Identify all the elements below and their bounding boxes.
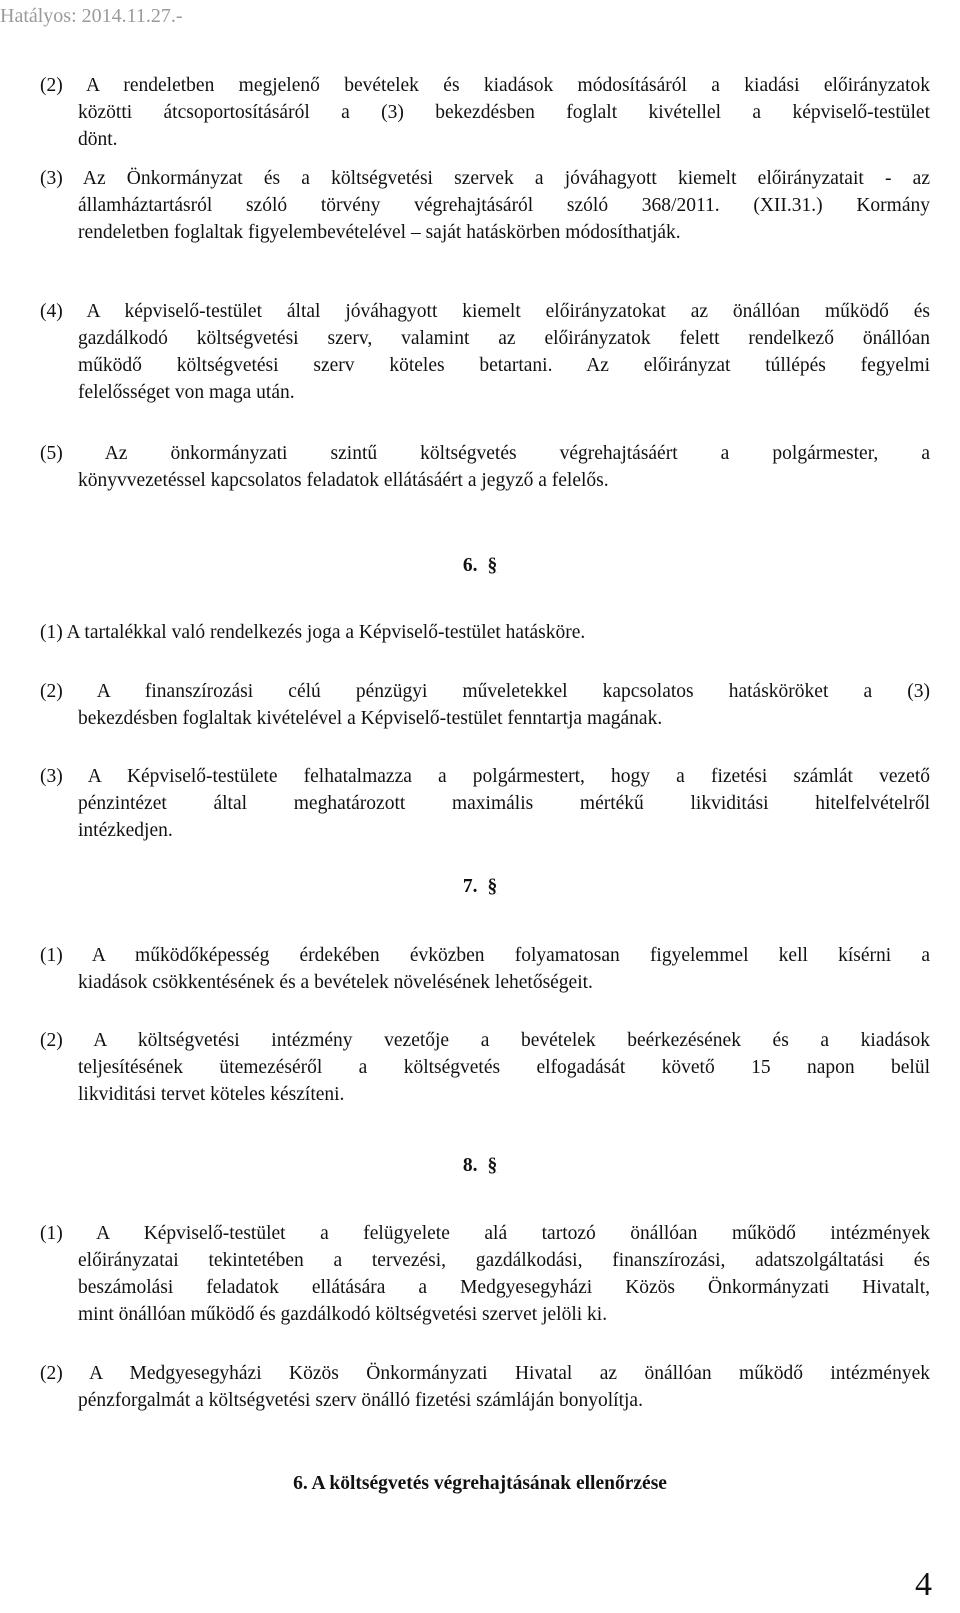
text-line: (1) A Képviselő-testület a felügyelete alá tartozó önállóan működő intézmények [40,1223,930,1244]
paragraph-6-1 [40,619,930,646]
paragraph-5-3 [40,165,930,246]
text-line: beszámolási feladatok ellátására a Medgyesegyházi Közös Önkormányzati Hivatalt, [78,1277,930,1298]
text-line: könyvvezetéssel kapcsolatos feladatok ellátásáért a jegyző a felelős. [78,470,609,491]
section-sign: § [487,1155,498,1176]
section-number: 8. [462,1155,478,1176]
text-line: pénzforgalmát a költségvetési szerv önálló fizetési számláján bonyolítja. [78,1390,643,1411]
section-sign: § [487,555,498,576]
text-line: teljesítésének ütemezéséről a költségvetés elfogadását követő 15 napon belül [78,1057,930,1078]
text-line: előirányzatai tekintetében a tervezési, gazdálkodási, finanszírozási, adatszolgáltatási és [78,1250,930,1271]
text-line: (2) A Medgyesegyházi Közös Önkormányzati Hivatal az önállóan működő intézmények [40,1363,930,1384]
text-line: (1) A tartalékkal való rendelkezés joga a Képviselő-testület hatásköre. [40,622,586,643]
paragraph-8-1 [40,1220,930,1328]
paragraph-6-3 [40,763,930,844]
text-line: mint önállóan működő és gazdálkodó költségvetési szervet jelöli ki. [78,1304,608,1325]
text-line: bekezdésben foglaltak kivételével a Képviselő-testület fenntartja magának. [78,708,663,729]
text-line: rendeletben foglaltak figyelembevételével – saját hatáskörben módosíthatják. [78,222,681,243]
section-number: 6. [462,555,478,576]
text-line: (3) Az Önkormányzat és a költségvetési szervek a jóváhagyott kiemelt előirányzatait - az [40,168,930,189]
section-8-heading [0,1152,960,1179]
text-line: kiadások csökkentésének és a bevételek növelésének lehetőségeit. [78,972,593,993]
paragraph-5-4 [40,298,930,406]
text-line: intézkedjen. [78,820,173,841]
paragraph-5-5 [40,440,930,494]
text-line: (2) A költségvetési intézmény vezetője a bevételek beérkezésének és a kiadások [40,1030,930,1051]
page-number: 4 [915,1566,932,1603]
effective-date-header: Hatályos: 2014.11.27.- [0,5,183,27]
chapter-title: 6. A költségvetés végrehajtásának ellenőrzése [293,1473,667,1494]
text-line: felelősséget von maga után. [78,382,295,403]
text-line: (1) A működőképesség érdekében évközben folyamatosan figyelemmel kell kísérni a [40,945,930,966]
text-line: (3) A Képviselő-testülete felhatalmazza a polgármestert, hogy a fizetési számlát vezető [40,766,930,787]
text-line: működő költségvetési szerv köteles betartani. Az előirányzat túllépés fegyelmi [78,355,930,376]
section-sign: § [487,876,498,897]
paragraph-7-2 [40,1027,930,1108]
text-line: gazdálkodó költségvetési szerv, valamint az előirányzatok felett rendelkező önállóan [78,328,930,349]
text-line: (2) A finanszírozási célú pénzügyi műveletekkel kapcsolatos hatásköröket a (3) [40,681,930,702]
text-line: (4) A képviselő-testület által jóváhagyott kiemelt előirányzatokat az önállóan működő és [40,301,930,322]
text-line: (5) Az önkormányzati szintű költségvetés végrehajtásáért a polgármester, a [40,443,930,464]
text-line: pénzintézet által meghatározott maximális mértékű likviditási hitelfelvételről [78,793,930,814]
text-line: likviditási tervet köteles készíteni. [78,1084,345,1105]
paragraph-8-2 [40,1360,930,1414]
text-line: közötti átcsoportosításáról a (3) bekezdésben foglalt kivétellel a képviselő-testület [78,102,930,123]
text-line: dönt. [78,129,118,150]
paragraph-7-1 [40,942,930,996]
text-line: államháztartásról szóló törvény végrehajtásáról szóló 368/2011. (XII.31.) Kormány [78,195,930,216]
paragraph-5-2 [40,72,930,153]
section-6-heading [0,552,960,579]
section-number: 7. [462,876,478,897]
text-line: (2) A rendeletben megjelenő bevételek és kiadások módosításáról a kiadási előirányzatok [40,75,930,96]
paragraph-6-2 [40,678,930,732]
section-7-heading [0,873,960,900]
